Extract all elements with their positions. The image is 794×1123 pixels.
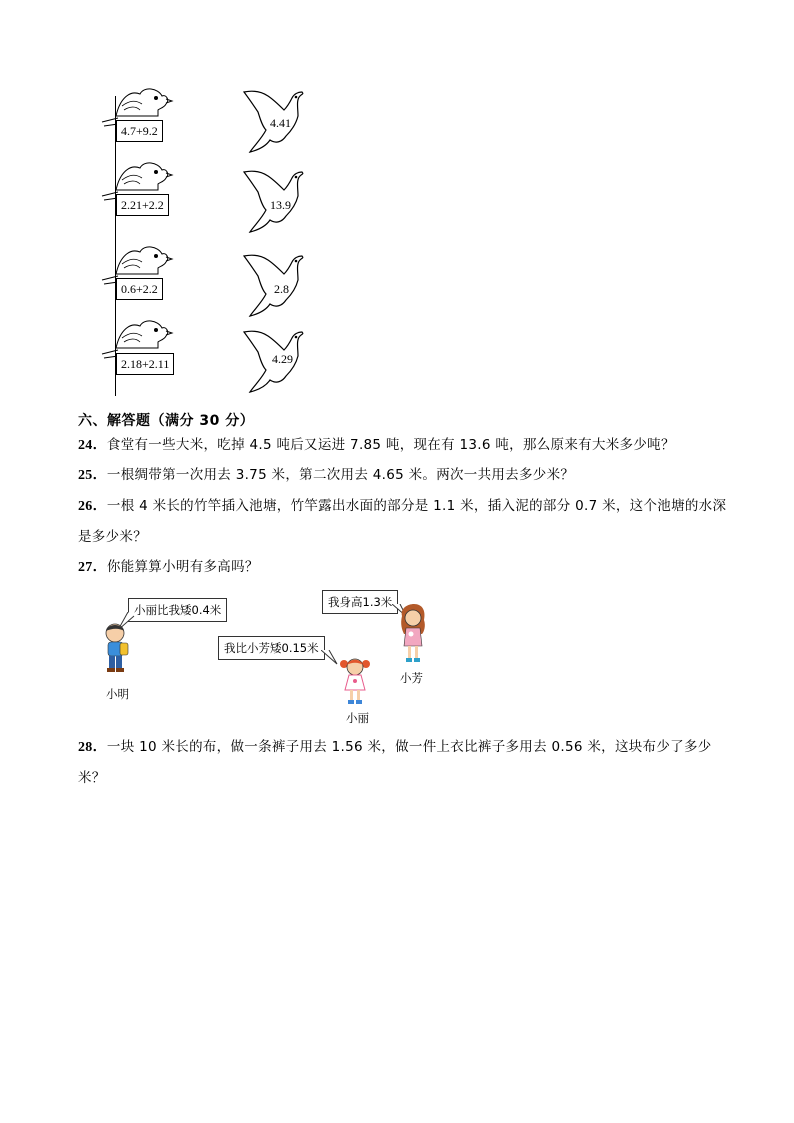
- girl-xiaoli-figure: [340, 656, 370, 706]
- dove-icon[interactable]: [240, 250, 306, 322]
- section-title: 六、解答题（满分 30 分）: [78, 413, 255, 429]
- speech-bubble-xiaoli: 我比小芳矮0.15米: [218, 636, 325, 660]
- boy-xiaoming-figure: [100, 622, 132, 674]
- question-text: 一根绸带第一次用去 3.75 米，第二次用去 4.65 米。两次一共用去多少米？: [106, 467, 575, 483]
- speech-bubble-xiaoming: 小丽比我矮0.4米: [128, 598, 227, 622]
- question-number: 28．: [78, 740, 107, 755]
- expression-card[interactable]: 4.7+9.2: [116, 120, 163, 142]
- dove-value: 4.29: [272, 352, 293, 366]
- dove-value: 2.8: [274, 282, 289, 296]
- question-28: [78, 732, 728, 793]
- question-number: 26．: [78, 499, 107, 514]
- question-25: [78, 460, 728, 491]
- name-xiaoming: 小明: [106, 687, 129, 701]
- dove-value: 4.41: [270, 116, 291, 130]
- question-27: [78, 552, 728, 583]
- question-number: 27．: [78, 560, 107, 575]
- question-text: 一块 10 米长的布，做一条裤子用去 1.56 米，做一件上衣比裤子多用去 0.56 米，这块布少了多少米？: [78, 739, 712, 786]
- expression-card[interactable]: 0.6+2.2: [116, 278, 163, 300]
- question-number: 25．: [78, 468, 107, 483]
- name-xiaoli: 小丽: [346, 711, 369, 725]
- question-number: 24．: [78, 438, 107, 453]
- question-text: 食堂有一些大米，吃掉 4.5 吨后又运进 7.85 吨，现在有 13.6 吨，那么原来有大米多少吨？: [106, 437, 675, 453]
- question-26: [78, 491, 728, 552]
- question-24: [78, 430, 728, 461]
- dove-value: 13.9: [270, 198, 291, 212]
- name-xiaofang: 小芳: [400, 671, 423, 685]
- expression-card[interactable]: 2.21+2.2: [116, 194, 169, 216]
- question-text: 一根 4 米长的竹竿插入池塘，竹竿露出水面的部分是 1.1 米，插入泥的部分 0.7 米，这个池塘的水深是多少米？: [78, 498, 727, 545]
- expression-card[interactable]: 2.18+2.11: [116, 353, 174, 375]
- bubble-tail: [321, 650, 341, 666]
- girl-xiaofang-figure: [398, 604, 428, 666]
- question-text: 你能算算小明有多高吗？: [106, 559, 259, 575]
- speech-bubble-xiaofang: 我身高1.3米: [322, 590, 398, 614]
- height-scene-illustration: [96, 582, 436, 725]
